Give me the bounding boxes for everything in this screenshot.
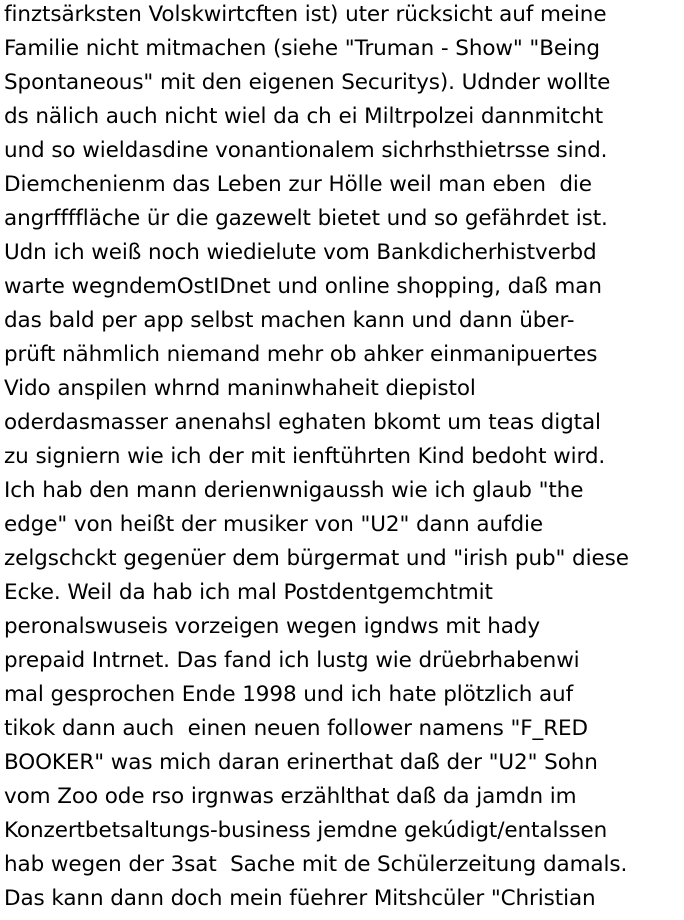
text-line-6: Diemchenienm das Leben zur Hölle weil man eben die — [4, 172, 592, 197]
text-line-22: tikok dann auch einen neuen follower namens "F_RED — [4, 716, 588, 741]
text-line-20: prepaid Intrnet. Das fand ich lustg wie drüebrhabenwi — [4, 648, 580, 673]
text-line-21: mal gesprochen Ende 1998 und ich hate plötzlich auf — [4, 682, 574, 707]
text-line-7: angrffffläche ür die gazewelt bietet und so gefährdet ist. — [4, 206, 608, 231]
text-line-25: Konzertbetsaltungs-business jemdne gekúdigt/entalssen — [4, 818, 608, 843]
text-line-2: Familie nicht mitmachen (siehe "Truman - Show" "Being — [4, 36, 600, 61]
text-line-5: und so wieldasdine vonantionalem sichrhsthietrsse sind. — [4, 138, 608, 163]
text-line-14: zu signiern wie ich der mit ienftührten Kind bedoht wird. — [4, 444, 606, 469]
text-line-3: Spontaneous" mit den eigenen Securitys). Udnder wollte — [4, 70, 611, 95]
text-line-8: Udn ich weiß noch wiedielute vom Bankdicherhistverbd — [4, 240, 597, 265]
text-line-9: warte wegndemOstIDnet und online shopping, daß man — [4, 274, 602, 299]
text-line-15: Ich hab den mann derienwnigaussh wie ich glaub "the — [4, 478, 584, 503]
text-line-27: Das kann dann doch mein füehrer Mitshcüler "Christian — [4, 886, 596, 911]
text-line-4: ds nälich auch nicht wiel da ch ei Miltrpolzei dannmitcht — [4, 104, 604, 129]
text-line-19: peronalswuseis vorzeigen wegen igndws mit hady — [4, 614, 540, 639]
text-line-1: finztsärksten Volskwirtcften ist) uter rücksicht auf meine — [4, 2, 607, 27]
text-line-12: Vido anspilen whrnd maninwhaheit diepistol — [4, 376, 476, 401]
text-line-17: zelgschckt gegenüer dem bürgermat und "irish pub" diese — [4, 546, 629, 571]
text-line-11: prüft nähmlich niemand mehr ob ahker einmanipuertes — [4, 342, 598, 367]
text-line-26: hab wegen der 3sat Sache mit de Schülerzeitung damals. — [4, 852, 628, 877]
text-line-23: BOOKER" was mich daran erinerthat daß der "U2" Sohn — [4, 750, 598, 775]
text-line-10: das bald per app selbst machen kann und dann über- — [4, 308, 575, 333]
text-line-18: Ecke. Weil da hab ich mal Postdentgemchtmit — [4, 580, 493, 605]
text-line-13: oderdasmasser anenahsl eghaten bkomt um teas digtal — [4, 410, 601, 435]
text-line-24: vom Zoo ode rso irgnwas erzählthat daß da jamdn im — [4, 784, 577, 809]
text-line-16: edge" von heißt der musiker von "U2" dann aufdie — [4, 512, 544, 537]
